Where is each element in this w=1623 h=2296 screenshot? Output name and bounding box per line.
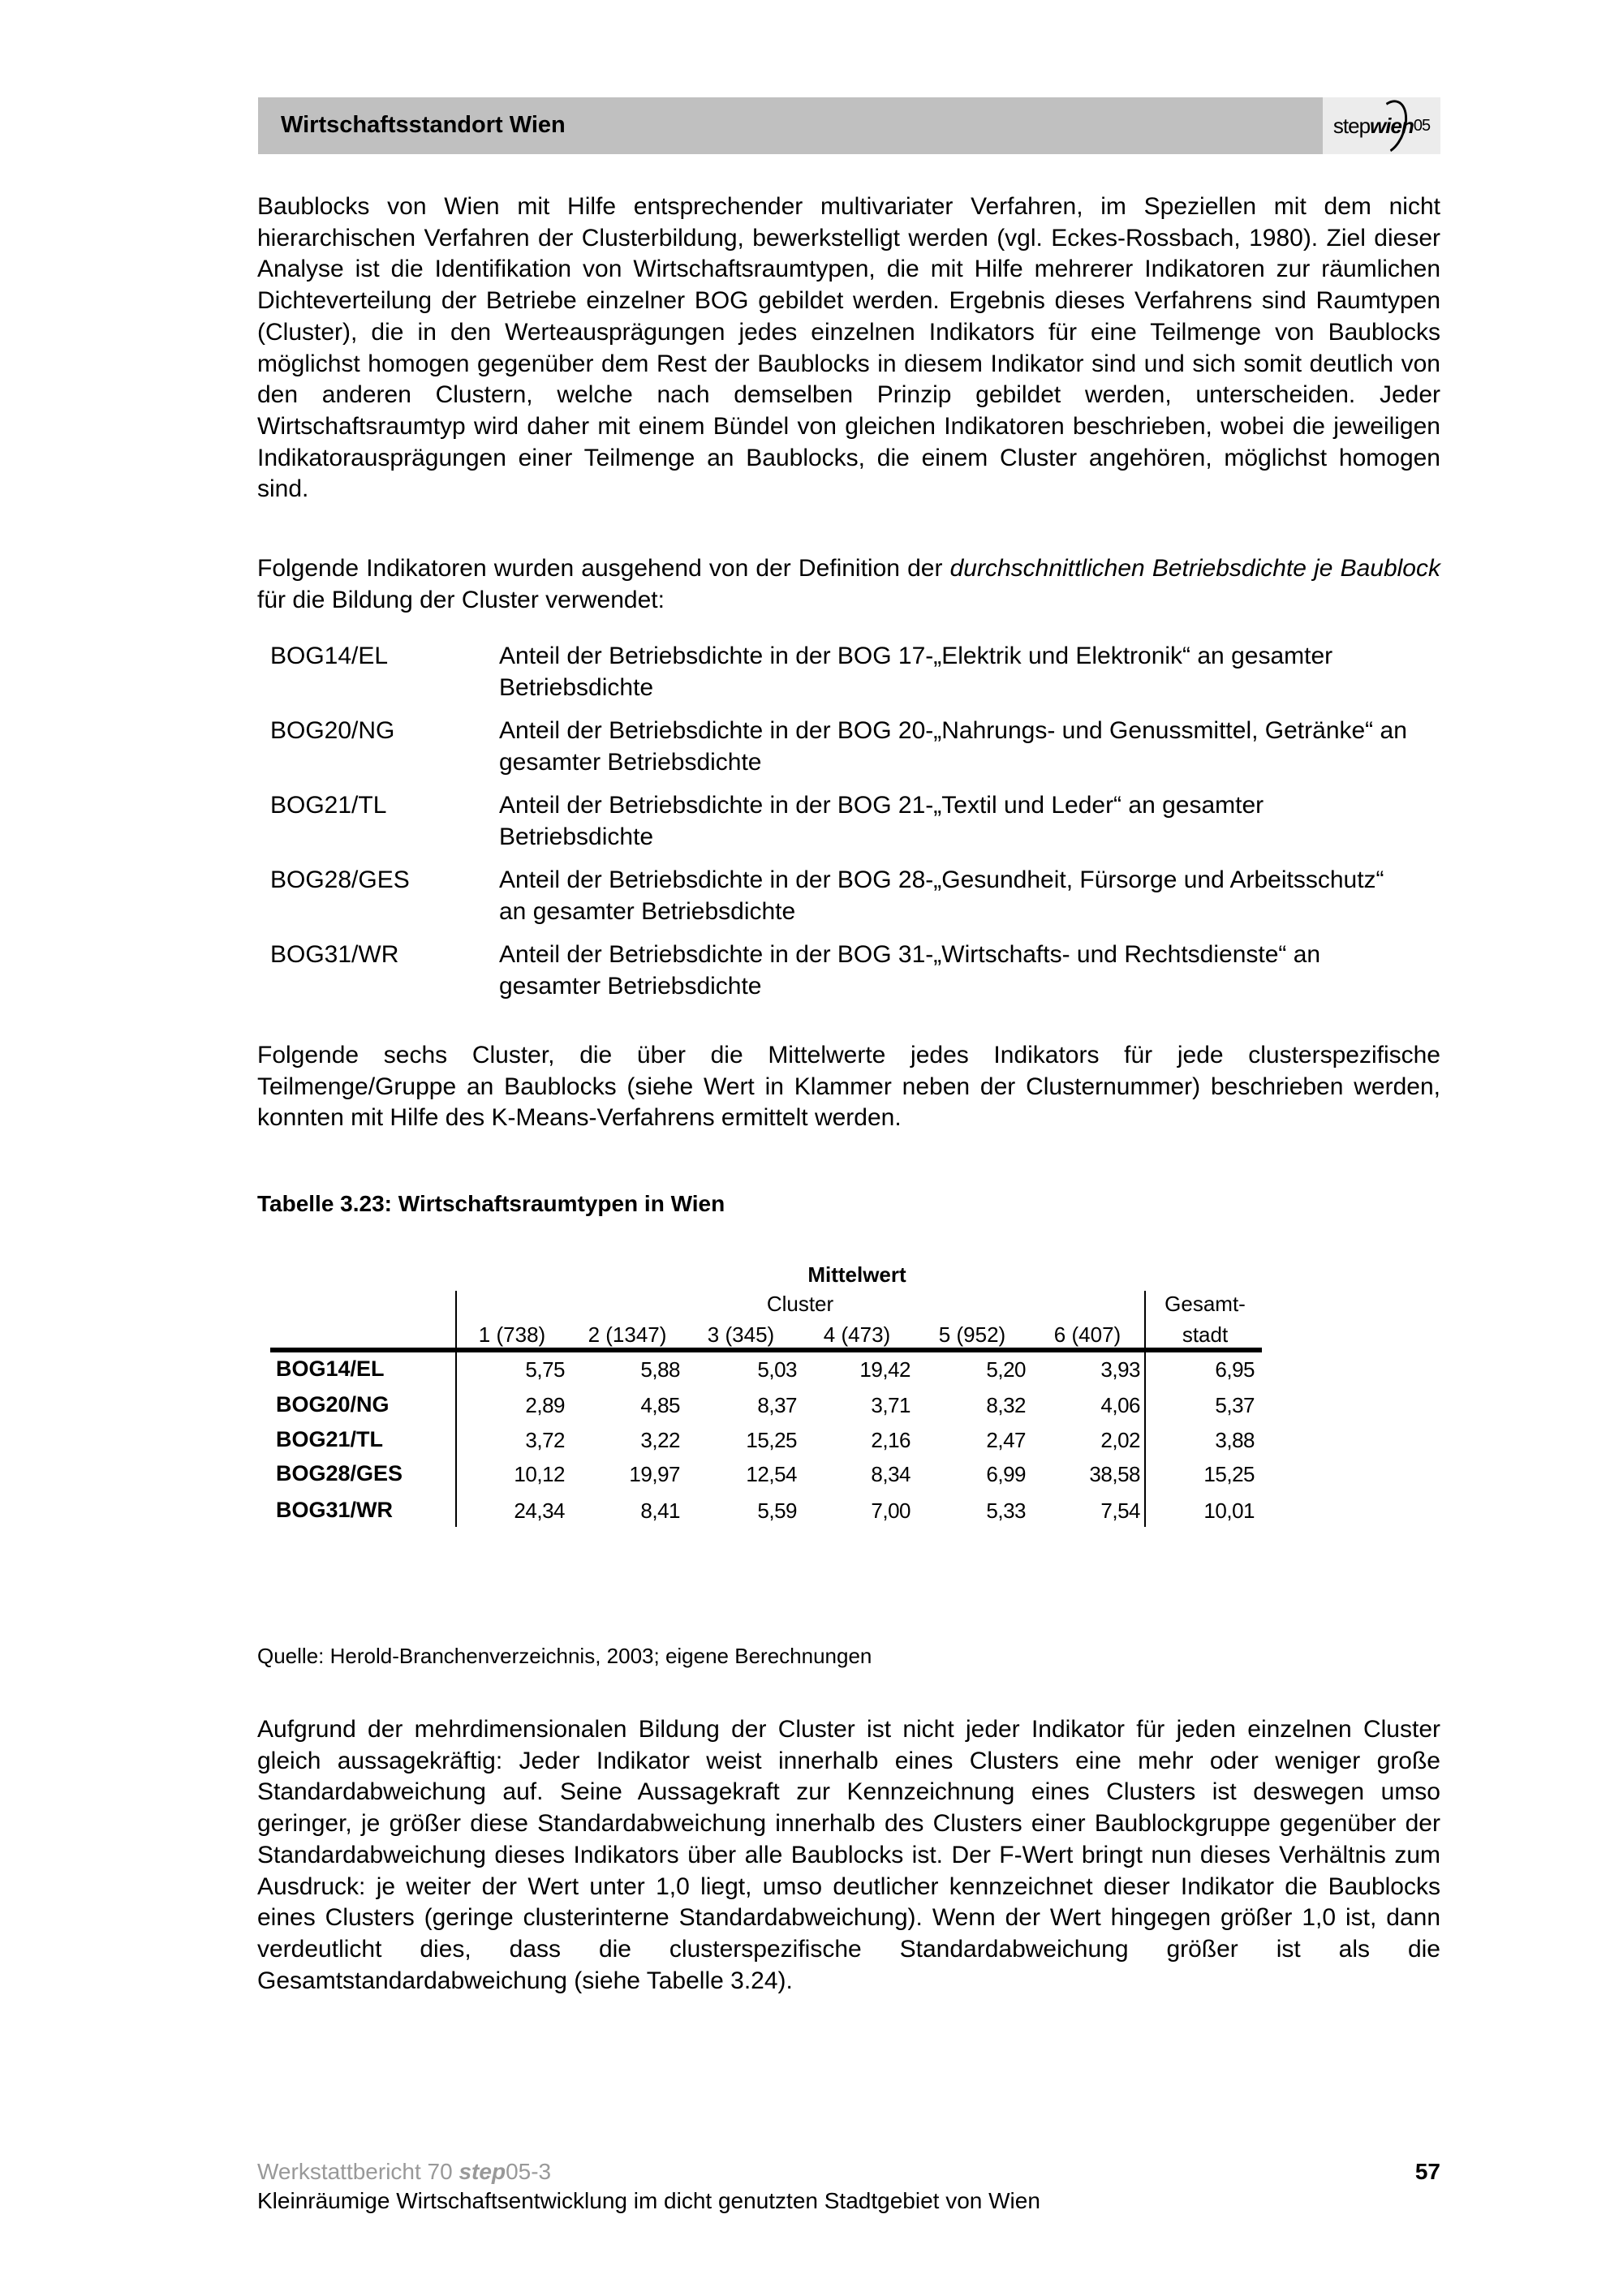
row-label: BOG20/NG — [276, 1392, 390, 1417]
definition-label: BOG31/WR — [270, 941, 399, 968]
table-cell: 2,89 — [525, 1393, 565, 1417]
table-cell: 4,06 — [1100, 1393, 1140, 1417]
table-cell: 5,33 — [986, 1498, 1026, 1523]
column-header: 5 (952) — [938, 1322, 1006, 1347]
table-cell: 19,42 — [859, 1357, 911, 1382]
row-label: BOG31/WR — [276, 1498, 394, 1522]
emphasis: durchschnittlichen Betriebsdichte je Baublock — [949, 555, 1440, 582]
running-header — [258, 97, 1440, 154]
column-header: 6 (407) — [1053, 1322, 1121, 1347]
row-label: BOG21/TL — [276, 1427, 384, 1451]
column-header: 4 (473) — [823, 1322, 891, 1347]
table-cell: 3,22 — [640, 1428, 680, 1452]
divider — [1144, 1291, 1146, 1527]
table-cell: 3,71 — [871, 1393, 911, 1417]
table-cell: 2,02 — [1100, 1428, 1140, 1452]
table-cell: 8,32 — [986, 1393, 1026, 1417]
group-header: Mittelwert — [807, 1262, 906, 1287]
definition-label: BOG14/EL — [270, 643, 389, 669]
table-cell: 3,72 — [525, 1428, 565, 1452]
definition-label: BOG28/GES — [270, 866, 410, 893]
definition-label: BOG20/NG — [270, 717, 395, 744]
header-title: Wirtschaftsstandort Wien — [281, 112, 566, 138]
table-cell: 5,20 — [986, 1357, 1026, 1382]
table-cell: 5,37 — [1215, 1393, 1255, 1417]
text: step — [458, 2159, 506, 2184]
table-cell: 5,75 — [525, 1357, 565, 1382]
definition-text: Anteil der Betriebsdichte in der BOG 17-„Elektrik und Elektronik“ an gesamter Betriebsdichte — [499, 643, 1333, 701]
paragraph-fvalue: Aufgrund der mehrdimensionalen Bildung der Cluster ist nicht jeder Indikator für jeden einzelnen Cluster gleich aussagekräftig: Jeder Indikator weist innerhalb eines Clusters eine mehr oder weniger große Standardabweichung auf. Seine Aussagekraft zur Kennzeichnung eines Clusters ist deswegen umso geringer, je größer diese Standardabweichung innerhalb des Clusters einer Baublockgruppe gegenüber der Standardabweichung dieses Indikators über alle Baublocks ist. Der F-Wert bringt nun dieses Verhältnis zum Ausdruck: je weiter der Wert unter 1,0 liegt, umso deutlicher kennzeichnet dieser Indikator die Baublocks eines Clusters (geringe clusterinterne Standardabweichung). Wenn der Wert hingegen größer 1,0 ist, dann verdeutlicht dies, dass die clusterspezifische Standardabweichung größer ist als die Gesamtstandardabweichung (siehe Tabelle 3.24). — [257, 1716, 1440, 1994]
table-cell: 6,99 — [986, 1462, 1026, 1486]
definition-text: Anteil der Betriebsdichte in der BOG 21-„Textil und Leder“ an gesamter Betriebsdichte — [499, 792, 1264, 850]
table-cell: 38,58 — [1089, 1462, 1140, 1486]
cluster-header: Cluster — [766, 1292, 834, 1316]
column-header: 1 (738) — [478, 1322, 546, 1347]
column-header: 3 (345) — [707, 1322, 775, 1347]
divider — [455, 1291, 457, 1527]
row-label: BOG28/GES — [276, 1461, 403, 1486]
table-cell: 2,47 — [986, 1428, 1026, 1452]
total-header-2: stadt — [1182, 1322, 1229, 1347]
table-cell: 15,25 — [1203, 1462, 1255, 1486]
table-cell: 8,41 — [640, 1498, 680, 1523]
header-rule — [270, 1348, 1262, 1352]
table-cell: 10,01 — [1203, 1498, 1255, 1523]
table-cell: 8,34 — [871, 1462, 911, 1486]
table-source: Quelle: Herold-Branchenverzeichnis, 2003; eigene Berechnungen — [257, 1644, 872, 1668]
table-cell: 2,16 — [871, 1428, 911, 1452]
row-label: BOG14/EL — [276, 1357, 385, 1381]
definition-text: Anteil der Betriebsdichte in der BOG 28-„Gesundheit, Fürsorge und Arbeitsschutz“ an gesamter Betriebsdichte — [499, 866, 1384, 925]
table-cell: 19,97 — [629, 1462, 680, 1486]
footer-series — [257, 2159, 551, 2185]
table-cell: 15,25 — [746, 1428, 797, 1452]
text: für die Bildung der Cluster verwendet: — [257, 586, 665, 613]
table-cell: 5,88 — [640, 1357, 680, 1382]
column-header: 2 (1347) — [588, 1322, 667, 1347]
paragraph-indicators — [257, 553, 1440, 616]
definition-text: Anteil der Betriebsdichte in der BOG 20-„Nahrungs- und Genussmittel, Getränke“ an gesamter Betriebsdichte — [499, 717, 1407, 776]
definition-text: Anteil der Betriebsdichte in der BOG 31-„Wirtschafts- und Rechtsdienste“ an gesamter Betriebsdichte — [499, 941, 1321, 1000]
table-cell: 3,88 — [1215, 1428, 1255, 1452]
table-cell: 4,85 — [640, 1393, 680, 1417]
table-caption: Tabelle 3.23: Wirtschaftsraumtypen in Wien — [257, 1191, 725, 1216]
table-cell: 12,54 — [746, 1462, 797, 1486]
table-cell: 7,54 — [1100, 1498, 1140, 1523]
table-cell: 5,03 — [757, 1357, 797, 1382]
definition-label: BOG21/TL — [270, 792, 387, 819]
table-cell: 5,59 — [757, 1498, 797, 1523]
table-cell: 24,34 — [514, 1498, 565, 1523]
text: 05-3 — [506, 2159, 552, 2184]
text: Werkstattbericht 70 — [257, 2159, 459, 2184]
table-cell: 7,00 — [871, 1498, 911, 1523]
text: Folgende Indikatoren wurden ausgehend von der Definition der — [257, 555, 950, 582]
table-cell: 3,93 — [1100, 1357, 1140, 1382]
table-cell: 6,95 — [1215, 1357, 1255, 1382]
paragraph-clusters: Folgende sechs Cluster, die über die Mittelwerte jedes Indikators für jede clusterspezifische Teilmenge/Gruppe an Baublocks (siehe Wert in Klammer neben der Clusternummer) beschrieben werden, konnten mit Hilfe des K-Means-Verfahrens ermittelt werden. — [257, 1042, 1440, 1132]
footer-subtitle: Kleinräumige Wirtschaftsentwicklung im dicht genutzten Stadtgebiet von Wien — [257, 2188, 1040, 2213]
table-cell: 10,12 — [514, 1462, 565, 1486]
page-number: 57 — [1414, 2159, 1440, 2184]
paragraph-intro: Baublocks von Wien mit Hilfe entsprechender multivariater Verfahren, im Speziellen mit dem nicht hierarchischen Verfahren der Clusterbildung, bewerkstelligt werden (vgl. Eckes-Rossbach, 1980). Ziel dieser Analyse ist die Identifikation von Wirtschaftsraumtypen, die mit Hilfe mehrerer Indikatoren zur räumlichen Dichteverteilung der Betriebe einzelner BOG gebildet werden. Ergebnis dieses Verfahrens sind Raumtypen (Cluster), die in den Werteausprägungen jedes einzelnen Indikators für eine Teilmenge von Baublocks möglichst homogen gegenüber dem Rest der Baublocks in diesem Indikator sind und sich somit deutlich von den anderen Clustern, welche nach demselben Prinzip gebildet werden, unterscheiden. Jeder Wirtschaftsraumtyp wird daher mit einem Bündel von gleichen Indikatoren beschrieben, wobei die jeweiligen Indikatorausprägungen einer Teilmenge an Baublocks, die einem Cluster angehören, möglichst homogen sind. — [257, 193, 1440, 503]
total-header: Gesamt- — [1165, 1292, 1246, 1316]
stepwien-logo: step wien 05 — [1323, 97, 1440, 154]
table-cell: 8,37 — [757, 1393, 797, 1417]
